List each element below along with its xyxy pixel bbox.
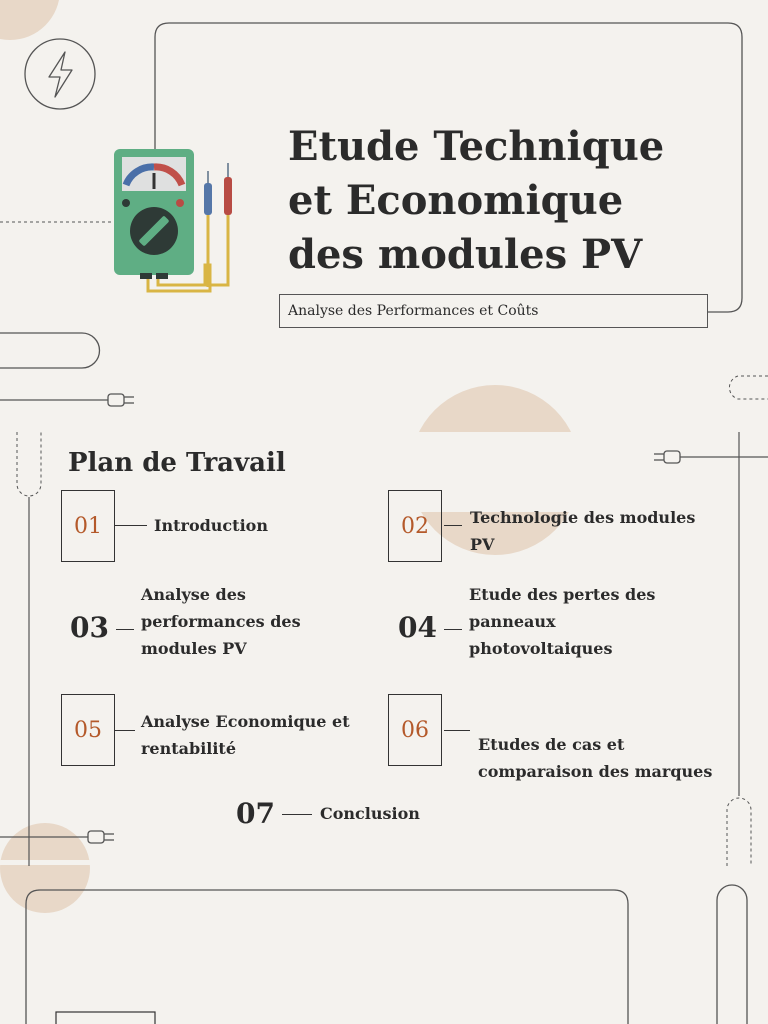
item-label-07: Conclusion [320, 804, 420, 823]
item-connector [444, 629, 462, 630]
item-connector [444, 525, 462, 526]
item-number-04: 04 [398, 611, 437, 644]
item-label-01: Introduction [154, 516, 268, 535]
item-label-02: Technologie des modules PV [470, 508, 696, 554]
item-number-03: 03 [70, 611, 109, 644]
plug-icon [652, 449, 682, 465]
item-connector [116, 629, 134, 630]
item-number-01: 01 [61, 490, 115, 562]
item-label-04: Etude des pertes des panneaux photovoltaiques [469, 585, 656, 658]
plug-icon [86, 829, 116, 845]
item-number-06: 06 [388, 694, 442, 766]
subtitle: Analyse des Performances et Coûts [279, 294, 708, 328]
plan-title: Plan de Travail [68, 448, 286, 478]
page-title: Etude Technique et Economique des modules PV [288, 123, 665, 278]
item-connector [115, 525, 147, 526]
multimeter-icon [110, 145, 240, 297]
item-number-05: 05 [61, 694, 115, 766]
item-label-06: Etudes de cas et comparaison des marques [478, 735, 713, 781]
item-connector [444, 730, 470, 731]
lightning-icon [23, 37, 97, 111]
item-number-02: 02 [388, 490, 442, 562]
item-label-05: Analyse Economique et rentabilité [141, 712, 350, 758]
plug-icon [106, 392, 136, 408]
item-label-03: Analyse des performances des modules PV [141, 585, 301, 658]
item-connector [115, 730, 135, 731]
item-connector [282, 814, 312, 815]
item-number-07: 07 [236, 797, 275, 830]
